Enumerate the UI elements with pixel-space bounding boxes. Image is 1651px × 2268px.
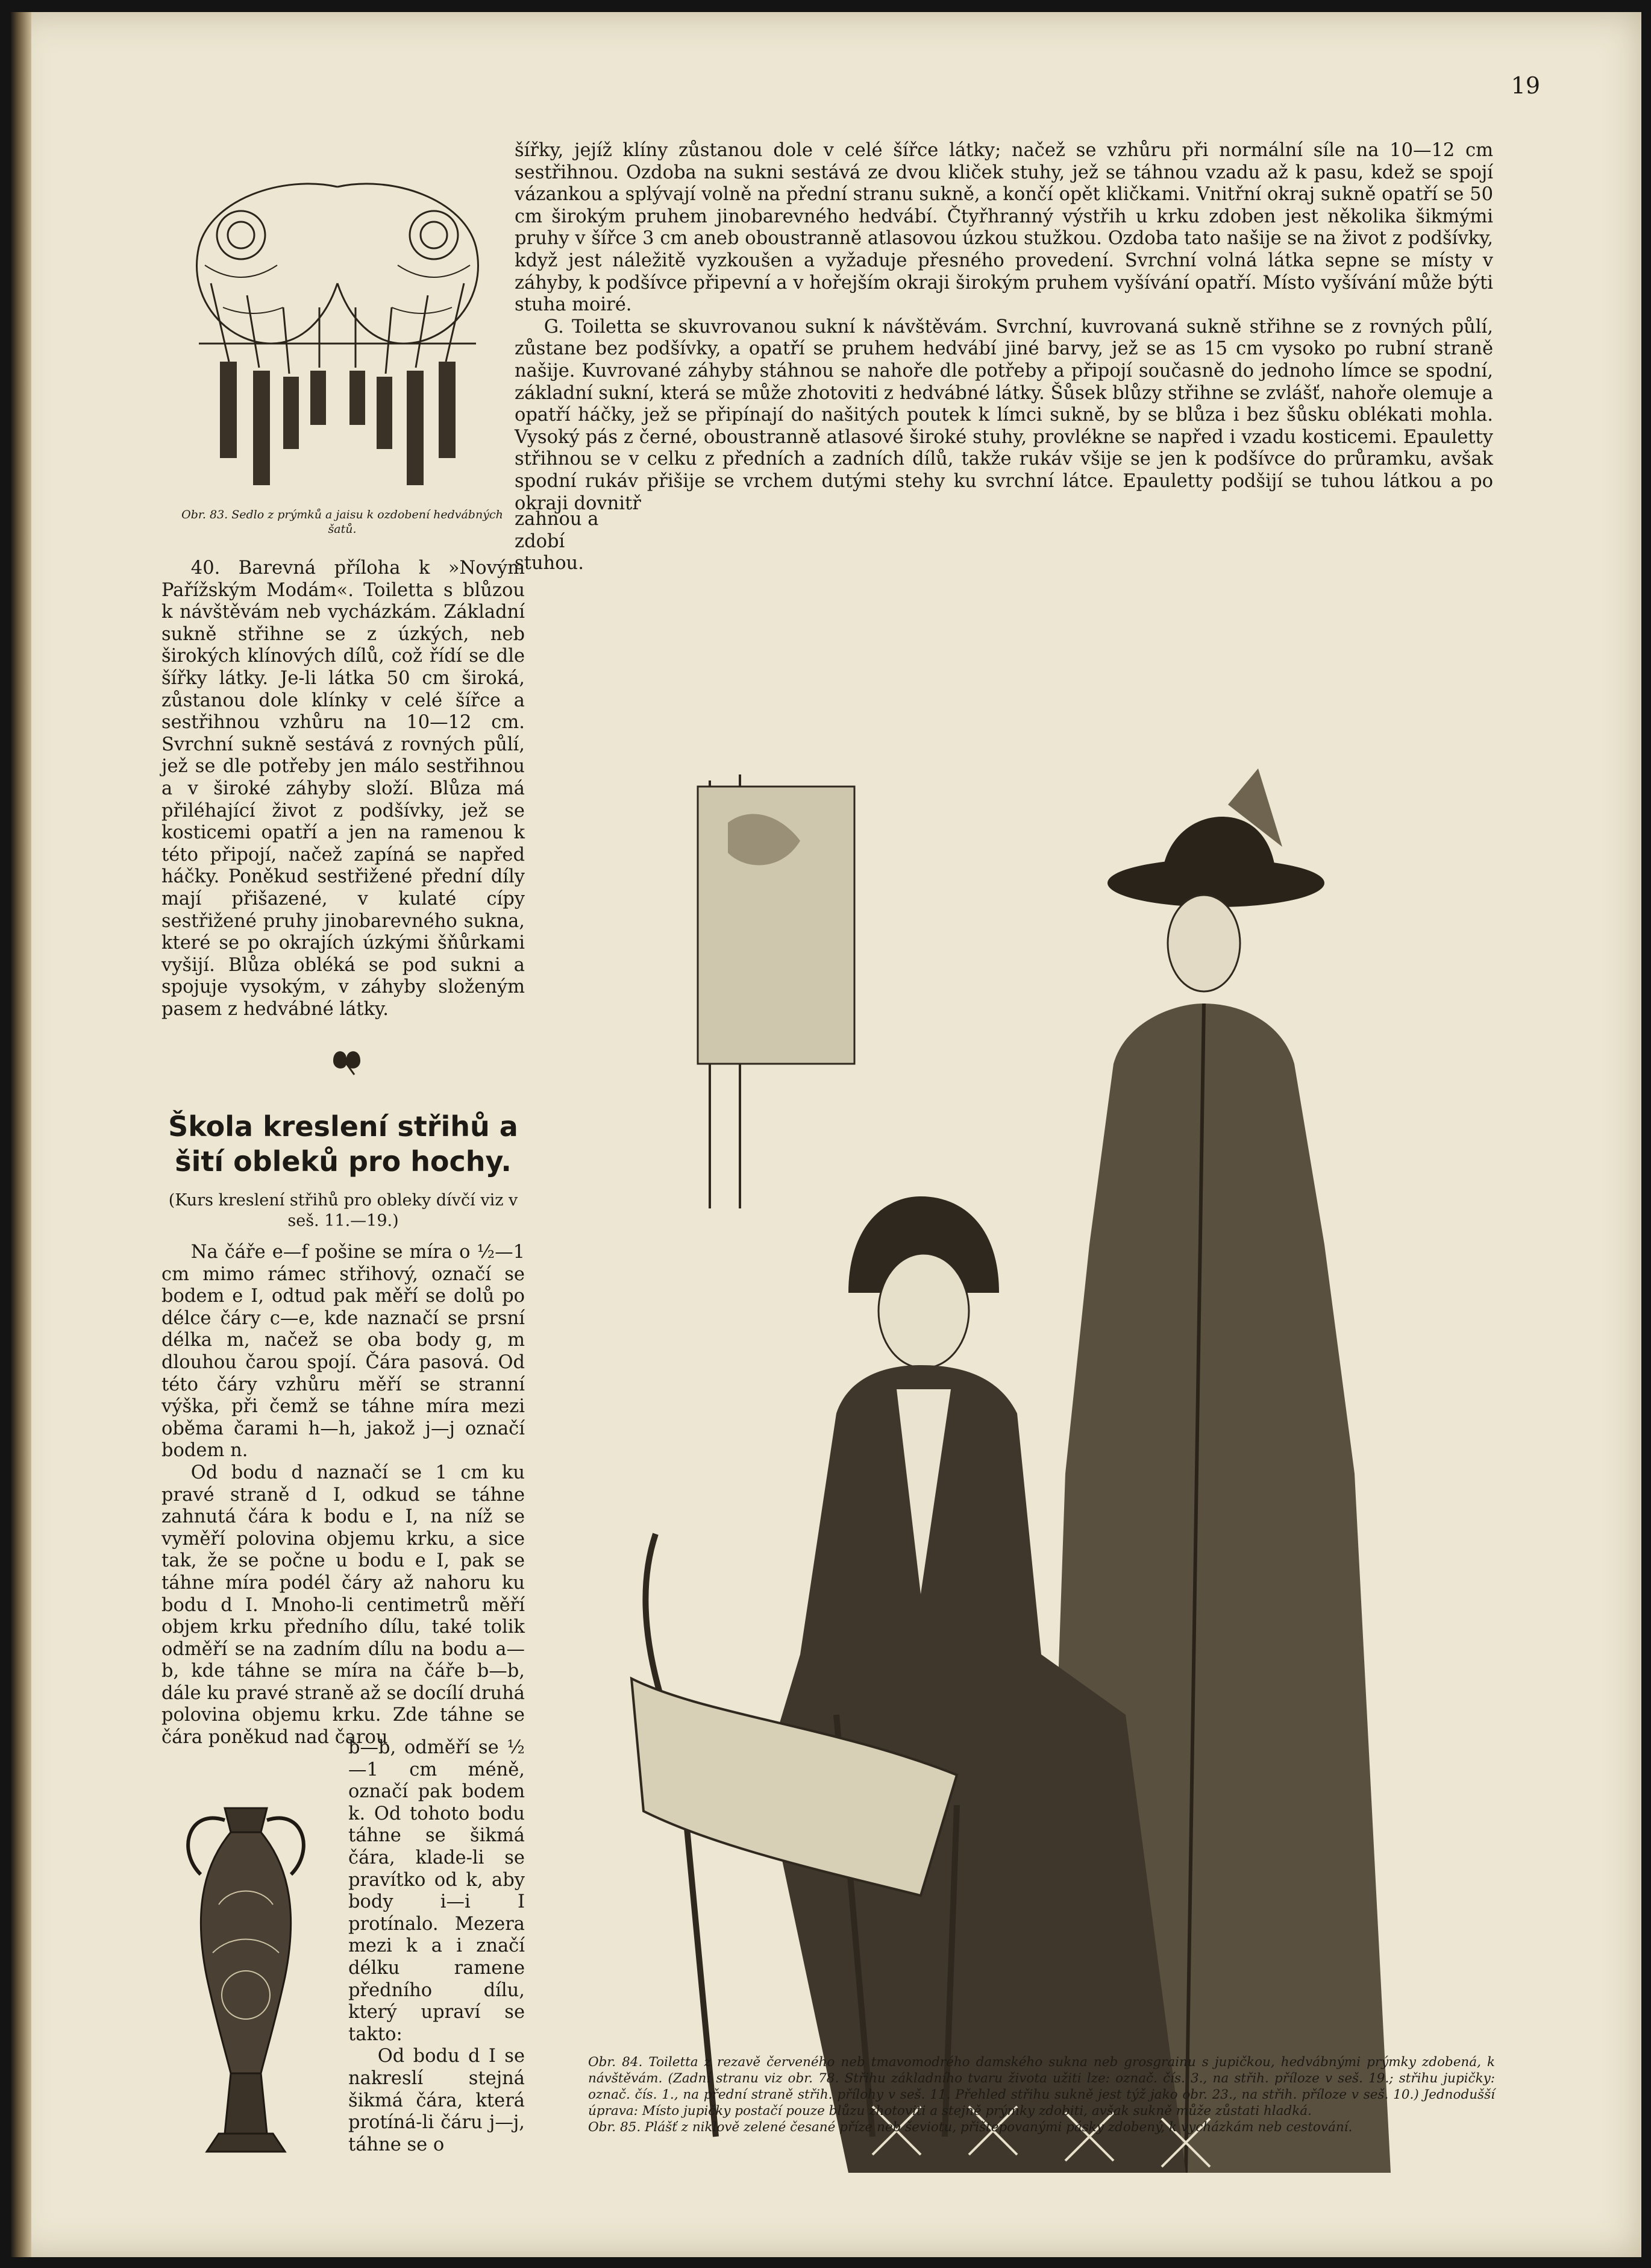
page-number: 19 — [1511, 72, 1540, 99]
lace-yoke-illustration — [163, 163, 512, 500]
page-gutter — [11, 12, 31, 2257]
figure-captions — [588, 2054, 1495, 2135]
flower-ornament-icon — [327, 1046, 366, 1076]
section-heading: Škola kreslení střihů a šití obleků pro hochy. — [168, 1110, 518, 1178]
paragraph: šířky, jejíž klíny zůstanou dole v celé šířce látky; načež se vzhůru při normální síle na 10—12 cm sestřihnou. Ozdoba na sukni sestává ze dvou kliček stuhy, jež se táhnou vzadu až k pasu, kdež se spojí vázankou a splývají volně na přední stranu sukně, a končí opět kličkami. Vnitřní okraj sukně opatří se 50 cm širokým pruhem jinobarevného hedvábí. Čtyřhranný výstřih u krku zdoben jest několika šikmými pruhy v šířce 3 cm aneb oboustranně atlasovou úzkou stužkou. Ozdoba tato našije se na život z podšívky, když jest náležitě vyzkoušen a vyžaduje přesného provedení. Svrchní volná látka sepne se místy v záhyby, k podšívce připevní a v hořejším okraji širokým pruhem vyšívání opatří. Místo vyšívání může býti stuha moiré. — [515, 140, 1493, 316]
paragraph: 40. Barevná příloha k »Novým Pařížským Modám«. Toiletta s blůzou k návštěvám neb vycházkám. Základní sukně střihne se z úzkých, neb širokých klínových dílů, což řídí se dle šířky látky. Je-li látka 50 cm široká, zůstanou dole klínky v celé šířce a sestřihnou vzhůru na 10—12 cm. Svrchní sukně sestává z rovných půlí, jež se dle potřeby jen málo sestřihnou a v široké záhyby složí. Blůza má přiléhající život z podšívky, jež se kosticemi opatří a jen na ramenou k této připojí, načež zapíná se napřed háčky. Poněkud sestřižené přední díly mají přišazené, v kulaté cípy sestřižené pruhy jinobarevného sukna, které se po okrajích úzkými šňůrkami vyšijí. Blůza obléká se pod sukni a spojuje vysokým, v záhyby složeným pasem z hedvábné látky. — [161, 558, 525, 1020]
top-right-text — [515, 140, 1493, 515]
paragraph: Od bodu d naznačí se 1 cm ku pravé straně d I, odkud se táhne zahnutá čára k bodu e I, na níž se vyměří polovina objemu krku, a sice tak, že se počne u bodu e I, pak se táhne míra podél čáry až nahoru ku bodu d I. Mnoho-li centimetrů měří objem krku předního dílu, také tolik odměří se na zadním dílu na bodu a—b, kde táhne se míra na čáře b—b, dále ku pravé straně až se docílí druhá polovina objemu krku. Zde táhne se čára poněkud nad čarou — [161, 1462, 525, 1748]
fashion-plate-illustration — [583, 567, 1523, 2257]
wrap-text — [348, 1737, 525, 2156]
top-text-tail: zahnou a zdobí stuhou. — [515, 509, 599, 574]
paragraph: Na čáře e—f pošine se míra o ½—1 cm mimo rámec střihový, označí se bodem e I, odtud pak měří se dolů po délce čáry c—e, kde naznačí se prsní délka m, načež se oba body g, m dlouhou čarou spojí. Čára pasová. Od této čáry vzhůru měří se stranní výška, při čemž se táhne míra mezi oběma čarami h—h, jakož j—j označí bodem n. — [161, 1242, 525, 1462]
left-column-text — [161, 558, 525, 1020]
paragraph: G. Toiletta se skuvrovanou sukní k návštěvám. Svrchní, kuvrovaná sukně střihne se z rovných půlí, zůstane bez podšívky, a opatří se pruhem hedvábí jiné barvy, jež se as 15 cm vysoko po rubní straně našije. Kuvrované záhyby stáhnou se nahoře dle potřeby a připojí současně do jednoho límce se spodní, základní sukní, která se může zhotoviti z hedvábné látky. Šůsek blůzy střihne se zvlášť, nahoře olemuje a opatří háčky, jež se připínají do našitých poutek k límci sukně, by se blůza i bez šůsku oblékati mohla. Vysoký pás z černé, oboustranně atlasové široké stuhy, provlékne se napřed i vzadu kosticemi. Epauletty střihnou se v celku z předních a zadních dílů, takže rukáv všije se jen k podšívce do průramku, avšak spodní rukáv přišije se vrchem dutými stehy ku svrchní látce. Epauletty podšijí se tuhou látkou a po okraji dovnitř — [515, 316, 1493, 514]
paragraph: b—b, odměří se ½—1 cm méně, označí pak bodem k. Od tohoto bodu táhne se šikmá čára, klade-li se pravítko od k, aby body i—i I protínalo. Mezera mezi k a i značí délku ramene předního dílu, který upraví se takto: — [348, 1737, 525, 2045]
figure-85-caption: Obr. 85. Plášť z niklově zelené česané příze neb ševiotu, přištepovanými pásky zdobený, k vycházkám neb cestování. — [588, 2120, 1353, 2135]
course-note: (Kurs kreslení střihů pro obleky dívčí viz v seš. 11.—19.) — [168, 1191, 518, 1230]
figure-84-caption: Obr. 84. Toiletta z rezavě červeného neb tmavomodrého damského sukna neb grosgrainu s jupičkou, hedvábnými prýmky zdobená, k návštěvám. (Zadní stranu viz obr. 78. Střihu základního tvaru života užiti lze: označ. čís. 3., na střih. příloze v seš. 19.; střihu jupičky: označ. čís. 1., na přední straně střih. přílohy v seš. 11. Přehled střihu sukně jest týž jako obr. 23., na střih. příloze v seš. 10.) Jednodušší úprava: Místo jupičky postačí pouze blůzu zhotoviti a stejně prýmky zdobiti, avšak sukně může zůstati hladká. — [588, 2055, 1495, 2119]
left-column-text-2 — [161, 1242, 525, 1749]
paragraph: Od bodu d I se nakreslí stejná šikmá čára, která protíná-li čáru j—j, táhne se o — [348, 2046, 525, 2155]
figure-83-caption: Obr. 83. Sedlo z prýmků a jaisu k ozdobení hedvábných šatů. — [181, 508, 503, 536]
page — [11, 12, 1641, 2257]
vase-illustration — [164, 1796, 327, 2182]
